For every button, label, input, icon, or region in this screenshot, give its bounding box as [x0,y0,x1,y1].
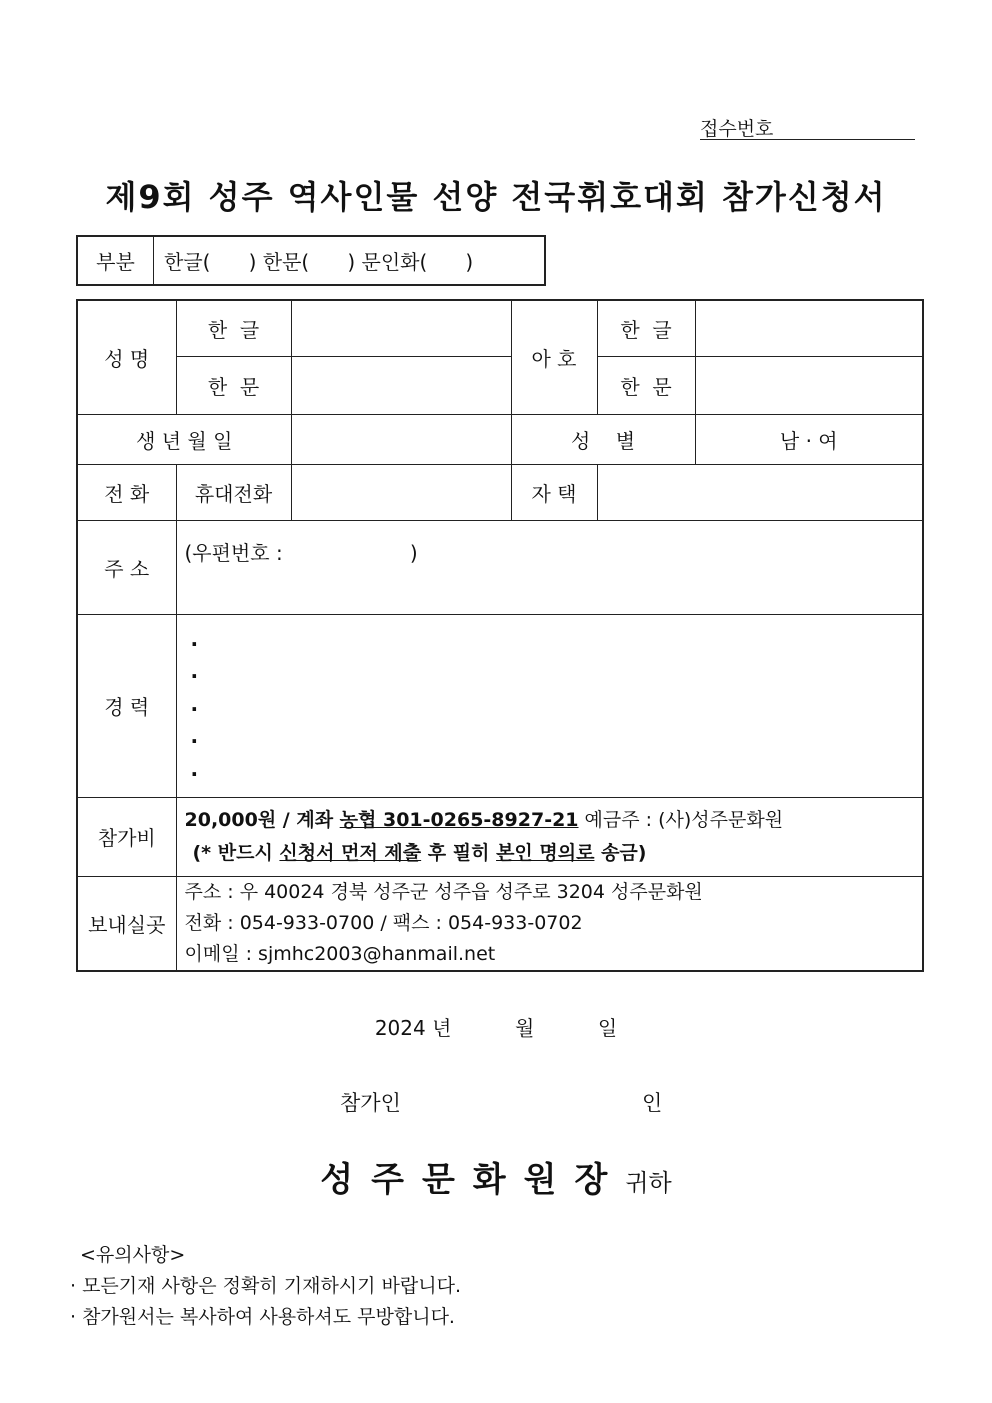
career-bullet: . [190,626,199,651]
receipt-number-field[interactable] [700,139,915,140]
address-label: 주 소 [77,520,176,614]
birth-input[interactable] [291,414,511,464]
mobile-label: 휴대전화 [176,464,291,520]
name-label: 성 명 [77,300,176,414]
director-suffix: 귀하 [625,1169,672,1197]
fee-bank-account: 농협 301-0265-8927-21 [339,808,579,831]
pen-name-hangul-input[interactable] [695,300,923,356]
send-address: 주소 : 우 40024 경북 성주군 성주읍 성주로 3204 성주문화원 [184,880,703,903]
name-hanja-input[interactable] [291,356,511,414]
mobile-input[interactable] [291,464,511,520]
send-phone-fax: 전화 : 054-933-0700 / 팩스 : 054-933-0702 [184,911,583,934]
gender-label: 성 별 [511,414,695,464]
fee-account-holder: 예금주 : (사)성주문화원 [578,808,784,831]
phone-label: 전 화 [77,464,176,520]
name-hanja-label: 한 문 [176,356,291,414]
home-phone-label: 자 택 [511,464,597,520]
fee-amount: 20,000원 / 계좌 [184,808,340,831]
notes-line-1: · 모든기재 사항은 정확히 기재하시기 바랍니다. [70,1275,462,1297]
notes-heading: <유의사항> [80,1244,186,1266]
category-options[interactable]: 한글( ) 한문( ) 문인화( ) [154,236,546,285]
name-hangul-input[interactable] [291,300,511,356]
notes-line-2: · 참가원서는 복사하여 사용하셔도 무방합니다. [70,1306,455,1328]
address-input[interactable]: (우편번호 : ) [176,520,923,614]
career-bullet: . [190,756,199,781]
fee-note: (* 반드시 신청서 먼저 제출 후 필히 본인 명의로 송금) [192,841,647,864]
career-label: 경 력 [77,614,176,797]
director-title: 성주문화원장 [320,1160,626,1200]
name-hangul-label: 한 글 [176,300,291,356]
send-email[interactable]: 이메일 : sjmhc2003@hanmail.net [184,942,496,965]
date-line: 2024 년 월 일 [374,1016,618,1040]
pen-name-label: 아 호 [511,300,597,414]
applicant-label: 참가인 [340,1091,401,1115]
pen-name-hanja-input[interactable] [695,356,923,414]
receipt-number-label: 접수번호 [700,118,774,140]
recipient-line [0,1152,992,1201]
gender-select[interactable]: 남 · 여 [695,414,923,464]
career-bullet: . [190,691,199,716]
home-phone-input[interactable] [597,464,923,520]
fee-label: 참가비 [77,797,176,876]
pen-name-hangul-label: 한 글 [597,300,695,356]
fee-details [185,804,923,837]
category-table [76,235,546,286]
seal-label: 인 [642,1091,663,1115]
form-title: 제9회 성주 역사인물 선양 전국휘호대회 참가신청서 [105,178,887,216]
category-label: 부분 [77,236,154,285]
pen-name-hanja-label: 한 문 [597,356,695,414]
birth-label: 생 년 월 일 [77,414,291,464]
career-bullet: . [190,659,199,683]
career-bullet: . [190,724,199,748]
application-table [76,299,924,972]
send-to-label: 보내실곳 [77,876,176,971]
notes [70,1240,462,1333]
career-input[interactable] [176,614,923,797]
